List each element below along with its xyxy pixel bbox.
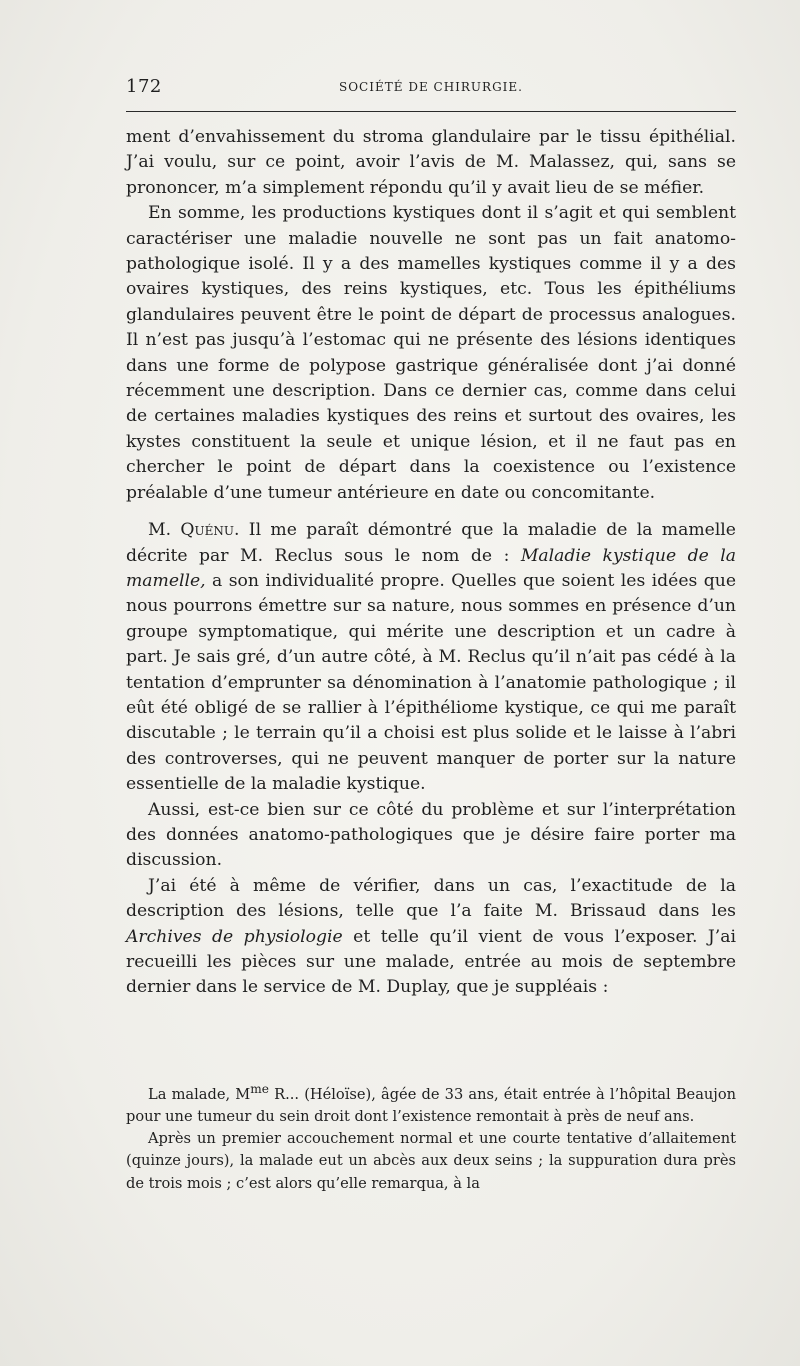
case-observation (126, 1078, 736, 1195)
paragraph-discussion: Aussi, est-ce bien sur ce côté du problème et sur l’interprétation des données anatomo-pathologiques que je désire faire porter ma discussion. (126, 799, 736, 871)
paragraph-text: J’ai été à même de vérifier, dans un cas, l’exactitude de la description des lésions, telle que l’a faite M. Brissaud dans les (126, 875, 736, 922)
header-rule (126, 111, 736, 112)
observation-paragraph: Après un premier accouchement normal et une courte tentative d’allaitement (quinze jours), la malade eut un abcès aux deux seins ; la suppuration dura près de trois mois ; c’est alors qu’elle remarqua, à la (126, 1130, 736, 1192)
main-text (126, 125, 736, 1001)
journal-title: Archives de physiologie (126, 926, 343, 947)
title-superscript: me (250, 1082, 269, 1096)
disease-title: Maladie kystique de la mamelle, (126, 545, 736, 591)
paragraph-text: Il me paraît démontré que la maladie de la mamelle décrite par M. Reclus sous le nom de : (126, 520, 736, 566)
paragraph-continuation: ment d’envahissement du stroma glandulaire par le tissu épithélial. J’ai voulu, sur ce point, avoir l’avis de M. Malassez, qui, sans se prononcer, m’a simplement répondu qu’il y avait lieu de se méfier. (126, 127, 736, 198)
speaker-name: M. Quénu. (148, 520, 240, 541)
paragraph-text: a son individualité propre. Quelles que soient les idées que nous pourrons émettre sur sa nature, nous sommes en présence d’un groupe symptomatique, qui mérite une description et un cadre à part. Je sais gré, d’un autre côté, à M. Reclus qu’il n’ait pas cédé à la tentation d’emprunter sa dénomination à l’anatomie pathologique ; il eût été obligé de se rallier à l’épithéliome kystique, ce qui me paraît discutable ; le terrain qu’il a choisi est plus solide et le laisse à l’abri des controverses, qui ne peuvent manquer de porter sur la nature essentielle de la maladie kystique. (126, 570, 736, 795)
page-header (126, 76, 736, 98)
running-head: SOCIÉTÉ DE CHIRURGIE. (339, 80, 523, 94)
paragraph-case (126, 874, 736, 1001)
page-number: 172 (126, 76, 162, 97)
paragraph-conclusion: En somme, les productions kystiques dont il s’agit et qui semblent caractériser une maladie nouvelle ne sont pas un fait anatomo-pathologique isolé. Il y a des mamelles kystiques comme il y a des ovaires kystiques, des reins kystiques, etc. Tous les épithéliums glandulaires peuvent être le point de départ de processus analogues. Il n’est pas jusqu’à l’estomac qui ne présente des lésions identiques dans une forme de polypose gastrique généralisée dont j’ai donné récemment une description. Dans ce dernier cas, comme dans celui de certaines maladies kystiques des reins et surtout des ovaires, les kystes constituent la seule et unique lésion, et il ne faut pas en chercher le point de départ dans la coexistence ou l’existence préalable d’une tumeur antérieure en date ou concomitante. (126, 203, 736, 503)
observation-paragraph (126, 1078, 736, 1128)
paragraph-text: et telle qu’il vient de vous l’exposer. J’ai recueilli les pièces sur une malade, entrée au mois de septembre dernier dans le service de M. Duplay, que je suppléais : (126, 926, 736, 998)
observation-text: La malade, M (148, 1085, 251, 1103)
paragraph-quenu (126, 518, 736, 797)
observation-text: R... (Héloïse), âgée de 33 ans, était entrée à l’hôpital Beaujon pour une tumeur du sein droit dont l’existence remontait à près de neuf ans. (126, 1085, 736, 1126)
